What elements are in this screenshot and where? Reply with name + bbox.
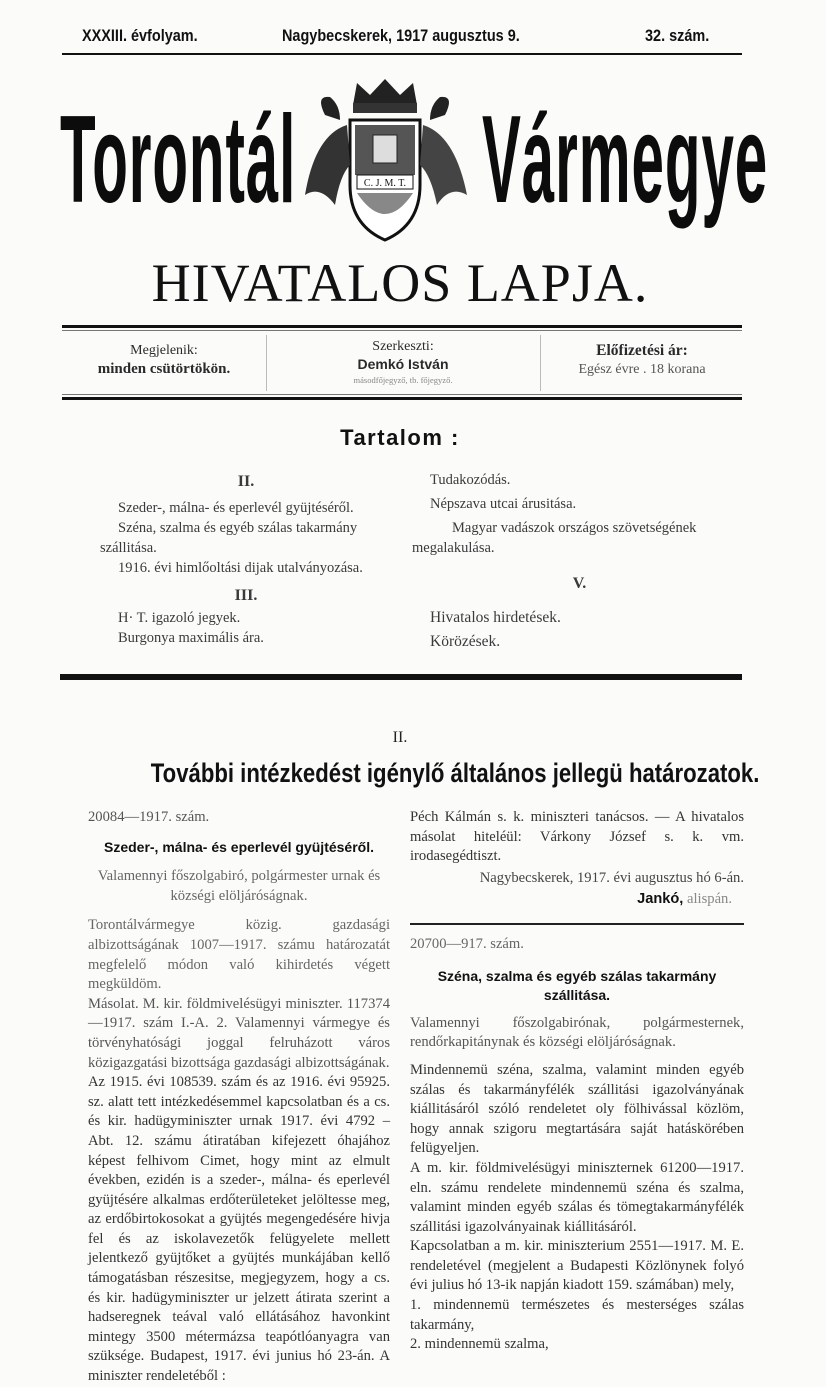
editor-title: másodfőjegyző, tb. főjegyző. (353, 375, 453, 385)
editor-info (267, 333, 539, 395)
divider (62, 53, 742, 55)
article-title: Szeder-, málna- és eperlevél gyüjtéséről. (103, 838, 374, 855)
toc-item[interactable]: Szeder-, málna- és eperlevél gyüjtéséről. (118, 500, 354, 516)
toc-item[interactable]: 1916. évi himlőoltási dijak utalványozása. (118, 560, 363, 576)
article-paragraph: Péch Kálmán s. k. miniszteri tanácsos. — A hivatalos másolat hiteléül: Várkony József s. k. vm. irodasegédtiszt. (410, 809, 744, 865)
svg-text:C. J. M. T.: C. J. M. T. (363, 178, 407, 189)
list-item: 1. mindennemü természetes és mesterséges szálas takarmány, (410, 1297, 744, 1333)
toc-item[interactable]: Hivatalos hirdetések. (430, 609, 561, 626)
toc-left-column (100, 472, 392, 648)
section-headline: További intézkedést igénylő általános jellegü határozatok. (150, 758, 760, 788)
divider (62, 325, 742, 328)
article-paragraph: Mindennemü széna, szalma, valamint minden egyéb szálas és takarmányfélék szállitási igazolványának kiállitásáról szóló rendeletet oly fölhivással közlöm, hogy annak szigoru megtartására saját hatáskörében felügyeljen. (410, 1061, 744, 1157)
toc-right-column (412, 470, 747, 652)
article-number: 20700—917. szám. (410, 935, 524, 952)
volume-label: XXXIII. évfolyam. (82, 26, 198, 45)
subscription-info (541, 333, 743, 395)
toc-numeral: II. (237, 473, 255, 490)
article-title: Széna, szalma és egyéb szálas takarmány szállitása. (437, 967, 717, 1004)
toc-item[interactable]: Burgonya maximális ára. (118, 630, 264, 646)
editor-name: Demkó István (357, 356, 449, 372)
toc-item[interactable]: Magyar vadászok országos szövetségének megalakulása. (412, 520, 697, 556)
subscription-label: Előfizetési ár: (596, 342, 688, 359)
section-headline-wrap (84, 758, 760, 789)
toc-item[interactable]: Tudakozódás. (430, 472, 511, 488)
article-paragraph: A m. kir. földmivelésügyi miniszternek 61200—1917. eln. számu rendelete mindennemü széna és szalma, valamint minden egyéb szálas és tömegtakarmányfélék szállitási igazolványainak kiállitásáról. (410, 1159, 744, 1235)
masthead-title-left: Torontál (60, 91, 297, 229)
toc-numeral: V. (572, 575, 587, 592)
article-address: Valamennyi főszolgabirónak, polgármesternek, rendőrkapitánynak és községi elöljáróságnak. (410, 1014, 744, 1051)
toc-item[interactable]: Népszava utcai árusitása. (430, 496, 577, 512)
masthead-subtitle: HIVATALOS LAPJA. (151, 253, 649, 313)
appears-value: minden csütörtökön. (97, 361, 231, 377)
coat-of-arms-logo (295, 75, 475, 250)
article-paragraph: Torontálvármegye közig. gazdasági albizottságának 1007—1917. számu határozatát megfelelő módon való kihirdetés végett megküldöm. (88, 917, 390, 993)
toc-title: Tartalom : (340, 425, 460, 450)
list-item: 2. mindennemü szalma, (410, 1336, 549, 1353)
divider (410, 923, 744, 925)
section-numeral: II. (392, 729, 408, 746)
article-paragraph: Kapcsolatban a m. kir. miniszterium 2551—1917. M. E. rendeletével (megjelent a Budapesti Közlönynek folyó évi julius hó 13-ik napján kiadott 159. számában) mely, (410, 1238, 744, 1294)
toc-item[interactable]: H· T. igazoló jegyek. (118, 610, 241, 626)
article-paragraph: Másolat. M. kir. földmivelésügyi miniszter. 117374—1917. szám I.-A. 2. Valamennyi vármegye és törvényhatósági joggal felruházott város közigazgatási bizottsága gazdasági albizottságának. (88, 995, 390, 1071)
place-date: Nagybecskerek, 1917 augusztus 9. (282, 26, 520, 45)
appears-label: Megjelenik: (130, 343, 198, 358)
toc-item[interactable]: Széna, szalma és egyéb szálas takarmány szállitása. (100, 520, 358, 556)
article-paragraph: Az 1915. évi 108539. szám és az 1916. évi 95925. sz. alatt tett intézkedésemmel kapcsolatban és a cs. és kir. hadügyminiszter urnak 1917. évi 4792 – Abt. 12. számu átiratában kifejezett óhajához képest felhivom Cimet, hogy mint az elmult években, ezidén is a szeder-, málna- és eperlevél gyüjtésére alkalmas erdőterületeket jelöltesse meg, az erdőbirtokosokat a gyüjtés megengedésére hivja fel és az iskolavezetők felügyelete mellett jelentkező gyüjtőket a gyüjtés munkájában kellő támogatásban részesitse, megjegyzem, hogy a cs. és kir. hadügyminiszter ur jelzett átirata szerint a hadseregnek teával való ellátásához havonkint mintegy 3500 métermázsa teapótlóanyagra van szüksége. Budapest, 1917. évi junius hó 23-án. A miniszter rendeletéből : (88, 1074, 390, 1385)
article-left-column (88, 808, 390, 1387)
toc-item[interactable]: Körözések. (430, 633, 501, 650)
divider (62, 330, 742, 331)
toc-numeral: III. (234, 587, 258, 604)
divider (60, 674, 742, 680)
article-number: 20084—1917. szám. (88, 809, 210, 825)
appears-info (62, 333, 266, 395)
issue-number: 32. szám. (645, 26, 710, 45)
article-date: Nagybecskerek, 1917. évi augusztus hó 6-án. (479, 869, 744, 886)
article-address: Valamennyi főszolgabiró, polgármester urnak és községi elöljáróságnak. (97, 868, 381, 904)
editor-label: Szerkeszti: (372, 339, 434, 354)
divider (62, 394, 742, 395)
article-signature: Jankó, alispán. (637, 891, 732, 908)
article-right-column (410, 808, 744, 1355)
divider (62, 397, 742, 400)
masthead-title-right: Vármegye (482, 91, 769, 229)
subscription-value: Egész évre . 18 korana (578, 362, 706, 377)
